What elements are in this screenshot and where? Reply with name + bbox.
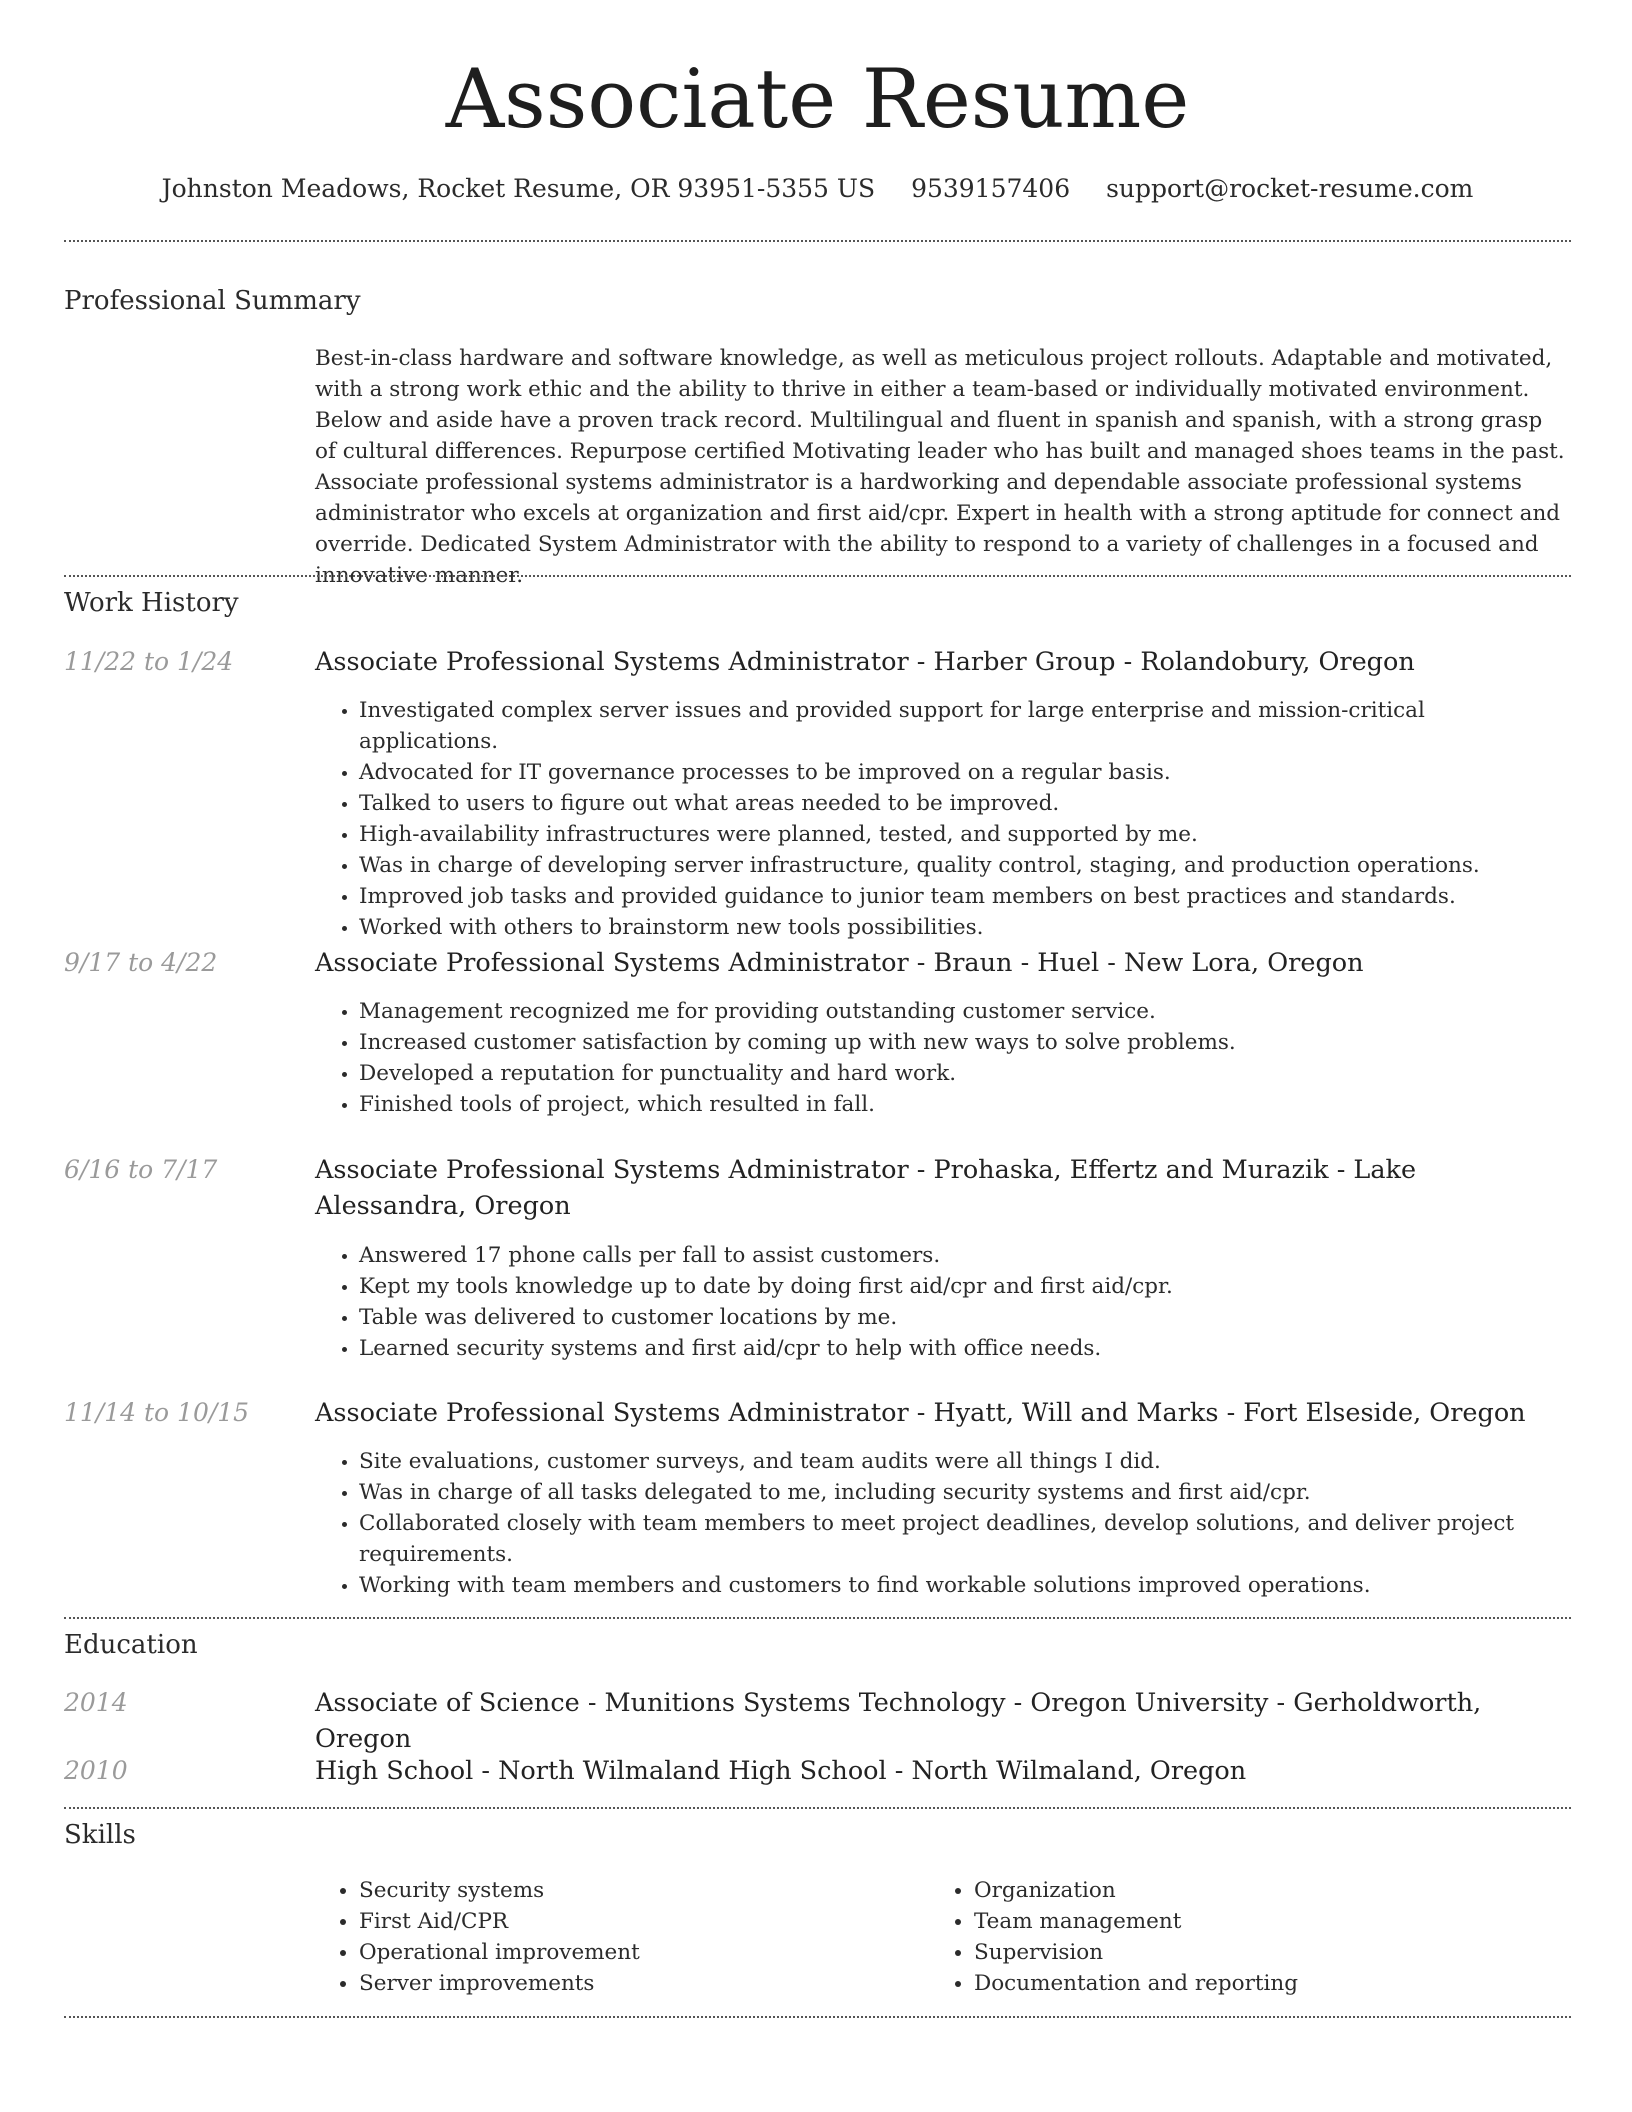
job-heading: Associate Professional Systems Administrator - Prohaska, Effertz and Murazik - Lake Alessandra, Oregon: [315, 1155, 1417, 1221]
job-bullets: [315, 1446, 1565, 1601]
education-heading: Associate of Science - Munitions Systems Technology - Oregon University - Gerholdworth, Oregon: [315, 1688, 1482, 1754]
contact-line: [64, 172, 1571, 206]
section-title-work-history: Work History: [64, 588, 239, 618]
skill-item: • Organization: [974, 1875, 1530, 1906]
contact-address: Johnston Meadows, Rocket Resume, OR 93951-5355 US: [161, 174, 876, 203]
section-title-skills: Skills: [64, 1820, 136, 1850]
job-dates: 9/17 to 4/22: [64, 948, 218, 977]
job-bullet: • Worked with others to brainstorm new tools possibilities.: [359, 912, 1565, 943]
skill-item: • Documentation and reporting: [974, 1968, 1530, 1999]
job-bullet: • Talked to users to figure out what areas needed to be improved.: [359, 788, 1565, 819]
section-title-education: Education: [64, 1630, 198, 1660]
skill-item: • Server improvements: [359, 1968, 915, 1999]
education-year: 2010: [64, 1756, 128, 1785]
job-bullet: • Learned security systems and first aid/cpr to help with office needs.: [359, 1333, 1565, 1364]
job-bullet: • Answered 17 phone calls per fall to assist customers.: [359, 1240, 1565, 1271]
divider: [64, 1617, 1571, 1619]
job-heading: Associate Professional Systems Administrator - Braun - Huel - New Lora, Oregon: [315, 948, 1364, 978]
divider: [64, 575, 1571, 577]
job-bullet: • Working with team members and customers to find workable solutions improved operations.: [359, 1570, 1565, 1601]
job-bullet: • Improved job tasks and provided guidance to junior team members on best practices and standards.: [359, 881, 1565, 912]
divider: [64, 240, 1571, 242]
skill-item: • Security systems: [359, 1875, 915, 1906]
skill-item: • First Aid/CPR: [359, 1906, 915, 1937]
job-dates: 6/16 to 7/17: [64, 1155, 218, 1184]
divider: [64, 1807, 1571, 1809]
section-title-summary: Professional Summary: [64, 286, 361, 316]
job-bullet: • Was in charge of developing server infrastructure, quality control, staging, and production operations.: [359, 850, 1565, 881]
resume-title: Associate Resume: [445, 53, 1190, 147]
job-bullet: • Management recognized me for providing outstanding customer service.: [359, 996, 1565, 1027]
job-dates: 11/22 to 1/24: [64, 647, 234, 676]
job-heading: Associate Professional Systems Administrator - Harber Group - Rolandobury, Oregon: [315, 647, 1415, 677]
job-bullet: • Developed a reputation for punctuality and hard work.: [359, 1058, 1565, 1089]
job-bullet: • Table was delivered to customer locations by me.: [359, 1302, 1565, 1333]
job-bullet: • High-availability infrastructures were planned, tested, and supported by me.: [359, 819, 1565, 850]
job-bullets: [315, 1240, 1565, 1364]
job-bullet: • Increased customer satisfaction by coming up with new ways to solve problems.: [359, 1027, 1565, 1058]
job-bullet: • Investigated complex server issues and provided support for large enterprise and mission-critical applications.: [359, 695, 1565, 757]
education-year: 2014: [64, 1688, 128, 1717]
contact-phone: 9539157406: [911, 174, 1071, 203]
summary-text: Best-in-class hardware and software knowledge, as well as meticulous project rollouts. Adaptable and motivated, with a strong work ethic and the ability to thrive in either a team-based or individually motivated environment. Below and aside have a proven track record. Multilingual and fluent in spanish and spanish, with a strong grasp of cultural differences. Repurpose certified Motivating leader who has built and managed shoes teams in the past. Associate professional systems administrator is a hardworking and dependable associate professional systems administrator who excels at organization and first aid/cpr. Expert in health with a strong aptitude for connect and override. Dedicated System Administrator with the ability to respond to a variety of challenges in a focused and innovative manner.: [315, 346, 1565, 588]
skills-list-right: [930, 1875, 1530, 1999]
job-bullet: • Advocated for IT governance processes to be improved on a regular basis.: [359, 757, 1565, 788]
job-bullets: [315, 695, 1565, 943]
job-bullet: • Collaborated closely with team members to meet project deadlines, develop solutions, and deliver project requirements.: [359, 1508, 1565, 1570]
skill-item: • Supervision: [974, 1937, 1530, 1968]
job-heading: Associate Professional Systems Administrator - Hyatt, Will and Marks - Fort Elseside, Oregon: [315, 1398, 1526, 1428]
job-bullet: • Was in charge of all tasks delegated to me, including security systems and first aid/cpr.: [359, 1477, 1565, 1508]
job-bullet: • Finished tools of project, which resulted in fall.: [359, 1089, 1565, 1120]
skill-item: • Operational improvement: [359, 1937, 915, 1968]
divider: [64, 2016, 1571, 2018]
job-bullet: • Site evaluations, customer surveys, and team audits were all things I did.: [359, 1446, 1565, 1477]
job-bullet: • Kept my tools knowledge up to date by doing first aid/cpr and first aid/cpr.: [359, 1271, 1565, 1302]
skills-list-left: [315, 1875, 915, 1999]
job-bullets: [315, 996, 1565, 1120]
job-dates: 11/14 to 10/15: [64, 1398, 250, 1427]
education-heading: High School - North Wilmaland High School - North Wilmaland, Oregon: [315, 1756, 1247, 1786]
skill-item: • Team management: [974, 1906, 1530, 1937]
contact-email: support@rocket-resume.com: [1106, 174, 1474, 203]
